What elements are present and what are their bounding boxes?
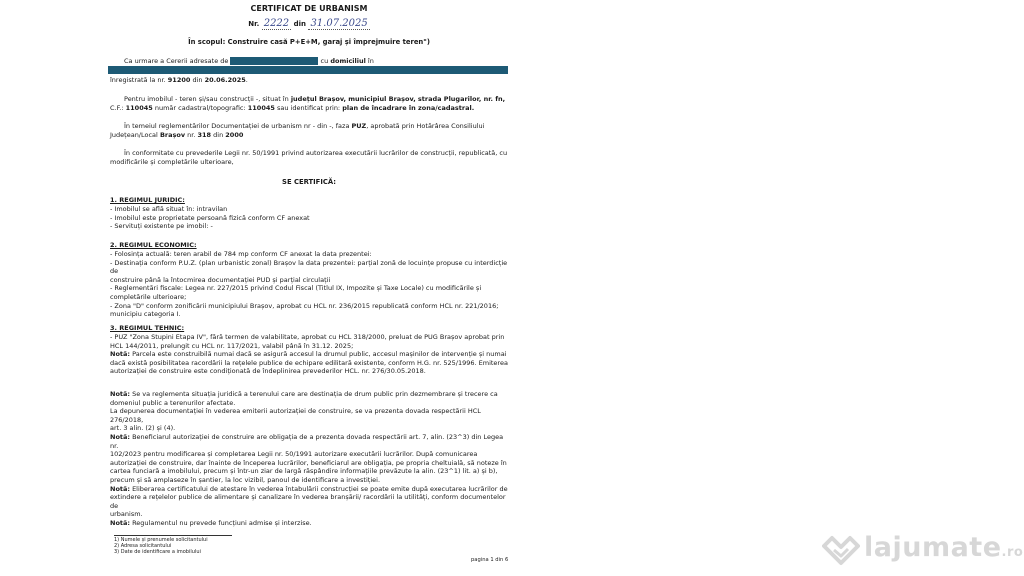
nr-handwritten: 2222 [263,18,290,29]
property-line-1 [110,95,508,104]
property-location: județul Brașov, municipiul Brașov, strada Plugarilor, nr. fn, [290,95,506,103]
note-text: Parcela este construibilă numai dacă se asigură accesul la drumul public, accesul mașinilor de intervenție și numai [132,350,507,359]
note-text: Regulamentul nu prevede funcțiuni admise și interzise. [132,518,312,527]
watermark-brand: lajumate [864,532,1002,563]
watermark-text [864,532,1023,563]
legal-basis-intro: În temeiul reglementărilor Documentației de urbanism nr - din -, faza [124,122,350,130]
page-number: pagina 1 din 6 [471,557,509,563]
property-intro: Pentru imobilul - teren și/sau construcții -, situat în [124,95,289,103]
decision-nr-label: nr. [187,130,196,139]
council-city: Brașov [159,130,186,139]
nota-label: Notă: [110,484,130,493]
conformity-paragraph [110,149,508,166]
s2-line: - Reglementări fiscale: Legea nr. 227/2015 privind Codul Fiscal (Titlul IX, Impozite și Taxe Locale) cu modificările și [110,284,482,293]
reg-date: 20.06.2025 [204,76,246,84]
footnote-3: 3) Date de identificare a imobilului [114,549,201,555]
redacted-address-line [108,66,508,74]
section-2-body [110,250,508,319]
s1-line: - Imobilul se află situat în: intravilan [110,205,228,213]
note-text: Eliberarea certificatului de atestare în vederea întabulării construcției se poate emite după executarea lucrărilor de [132,484,508,493]
property-line-2 [110,104,508,113]
s2-line: - Folosința actuală: teren arabil de 784 mp conform CF anexat la data prezentei: [110,250,372,258]
section-3-title: 3. REGIMUL TEHNIC: [110,324,185,332]
decision-year: 2000 [225,130,244,139]
footnote-1: 1) Numele și prenumele solicitantului [114,537,208,543]
watermark-tld: .ro [1001,545,1024,560]
request-in: în [367,57,374,65]
legal-basis-line-2 [110,131,508,140]
nota-label: Notă: [110,518,130,527]
din-label: din [293,20,306,28]
s3-line: art. 3 alin. (2) și (4). [110,424,176,433]
nota-label: Notă: [110,390,130,398]
handshake-logo-icon [822,532,860,566]
council-label: Județean/Local [110,130,158,139]
s1-line: - Servituți existente pe imobil: - [110,222,213,231]
nota-label: Notă: [110,432,130,441]
s3-note-3 [110,433,508,450]
s2-line: construire până la întocmirea documentației PUD și parțial circulații [110,275,331,284]
section-3-body [110,333,508,376]
s3-line: precum și să amplaseze în șantier, la loc vizibil, panoul de identificare a investiției. [110,475,381,484]
redacted-name [230,57,318,65]
request-cu: cu [320,57,329,65]
puz-label: PUZ [351,122,367,130]
scope-line: În scopul: Construire casă P+E+M, garaj și împrejmuire teren") [188,38,430,46]
property-paragraph [110,95,508,112]
s1-line: - Imobilul este proprietate persoană fizică conform CF anexat [110,213,310,222]
reg-din: din [192,76,203,84]
footnote-2: 2) Adresa solicitantului [114,543,172,549]
date-handwritten: 31.07.2025 [310,18,368,29]
s3-line: autorizației de construire, dar înainte de începerea lucrărilor, beneficiarul are obligația, pe propria cheltuială, să noteze în [110,458,507,467]
section-2-title: 2. REGIMUL ECONOMIC: [110,241,197,249]
reg-number: 91200 [167,76,191,84]
s3-line: urbanism. [110,510,143,519]
note-text: Se va reglementa situația juridică a terenului care are destinația de drum public prin dezmembrare și trecere ca [132,390,498,398]
cf-number: 110045 [125,103,153,112]
conformity-line-1: În conformitate cu prevederile Legii nr. 50/1991 privind autorizarea executării lucrărilor de construcții, republicată, cu [124,149,508,157]
section-1-body [110,205,508,231]
s3-line: 102/2023 pentru modificarea și completarea Legii nr. 50/1991 autorizare executării lucrărilor. După comunicarea [110,450,478,459]
cadastral-number: 110045 [247,103,275,112]
s3-note-1 [110,350,508,359]
s2-line: - Zona "D" conform zonificării municipiului Brașov, aprobat cu HCL nr. 236/2015 republicată conform HCL nr. 221/2016; [110,301,499,310]
reg-label: înregistrată la nr. [110,76,166,84]
s3-note-4 [110,485,508,494]
s3-line: cartea funciară a imobilului, precum și într-un ziar de largă răspândire informațiile prevăzute la alin. (23^1) lit. a) și b), [110,467,498,476]
section-1-title: 1. REGIMUL JURIDIC: [110,196,185,204]
nr-label: Nr. [248,20,260,28]
s3-line: extindere a rețelelor publice de alimentare și canalizare în vederea branșării/ racordării la utilități, conform documentelor de [110,493,506,510]
number-line [108,20,510,29]
section-3-notes [110,390,508,528]
nota-label: Notă: [110,350,130,359]
s2-line: municipiu categoria I. [110,310,181,319]
request-intro: Ca urmare a Cererii adresate de [124,57,229,65]
se-certifica-heading: SE CERTIFICĂ: [282,178,336,186]
s3-line: autorizației de construire este condiționată de îndeplinirea prevederilor HCL. nr. 276/30.05.2018. [110,367,426,376]
watermark-logo [820,528,1024,572]
s3-line: dacă există posibilitatea racordării la rețelele publice de echipare edilitară existente, conform H.G. nr. 525/1996. Emiterea [110,358,508,367]
cadastral-label: număr cadastral/topografic: [154,103,246,112]
certificate-document [108,0,510,576]
s3-line: HCL 144/2011, prelungit cu HCL nr. 117/2021, valabil până în 31.12. 2025; [110,341,354,350]
decision-number: 318 [197,130,212,139]
registration-line [110,76,508,85]
s3-note-5 [110,519,508,528]
s2-line: completările ulterioare; [110,292,187,301]
legal-basis-paragraph [110,122,508,139]
footnote-separator [114,535,232,536]
identified-label: sau identificat prin: [276,103,341,112]
conformity-line-2: modificările și completările ulterioare, [110,157,234,166]
request-domiciliu: domiciliul [330,57,366,65]
decision-din: din [213,130,224,139]
note-text: Beneficiarul autorizației de construire are obligația de a prezenta dovada respectării art. 7, alin. (23^3) din Legea nr. [110,432,504,450]
document-title: CERTIFICAT DE URBANISM [250,4,368,13]
plan-text: plan de încadrare în zona/cadastral. [342,103,475,112]
s3-line: La depunerea documentației în vederea emiterii autorizației de construire, se va prezenta dovada respectării HCL 276/2018, [110,407,481,424]
s3-line: - PUZ "Zona Stupini Etapa IV", fără termen de valabilitate, aprobat cu HCL 318/2000, preluat de PUG Brașov aprobat prin [110,333,505,341]
s2-line: - Destinația conform P.U.Z. (plan urbanistic zonal) Brașov la data prezentei: parțial zonă de locuințe propuse cu interdicție de [110,258,508,276]
s3-line: domeniul public a terenurilor afectate. [110,398,236,407]
legal-basis-approved: , aprobată prin Hotărârea Consiliului [366,122,485,130]
legal-basis-line-1 [110,122,508,131]
cf-label: C.F.: [110,103,124,112]
s3-note-2 [110,390,508,399]
reg-end: . [245,76,248,84]
